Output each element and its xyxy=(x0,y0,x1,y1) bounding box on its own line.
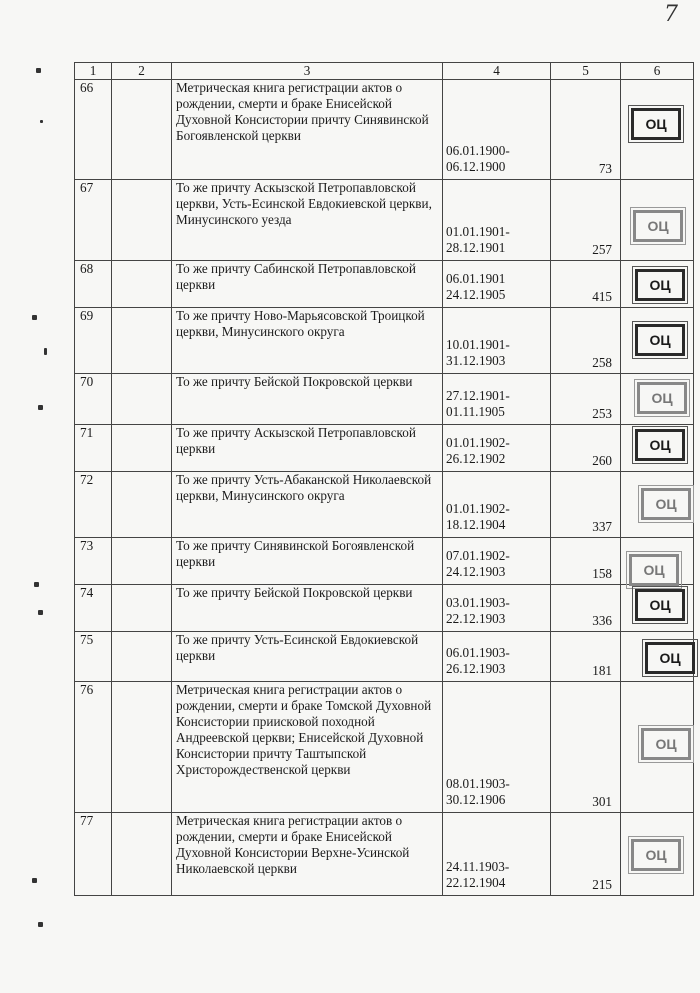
row-page-count: 181 xyxy=(551,632,621,682)
row-col2 xyxy=(112,682,172,813)
row-number: 75 xyxy=(75,632,112,682)
row-description: То же причту Усть-Есинской Евдокиевской церкви xyxy=(172,632,443,682)
row-page-count: 336 xyxy=(551,585,621,632)
scan-mark xyxy=(38,922,43,927)
row-col2 xyxy=(112,538,172,585)
row-page-count: 301 xyxy=(551,682,621,813)
row-page-count: 337 xyxy=(551,472,621,538)
row-description: То же причту Усть-Абаканской Николаевской церкви, Минусинского округа xyxy=(172,472,443,538)
table-row xyxy=(75,80,694,180)
oc-stamp: ОЦ xyxy=(635,269,685,301)
oc-stamp: ОЦ xyxy=(635,324,685,356)
row-stamp-cell xyxy=(621,813,694,896)
row-col2 xyxy=(112,180,172,261)
row-col2 xyxy=(112,585,172,632)
row-number: 72 xyxy=(75,472,112,538)
table-row xyxy=(75,308,694,374)
oc-stamp: ОЦ xyxy=(631,839,681,871)
row-col2 xyxy=(112,308,172,374)
row-number: 70 xyxy=(75,374,112,425)
column-header-4: 4 xyxy=(443,63,551,80)
row-description: То же причту Бейской Покровской церкви xyxy=(172,374,443,425)
row-col2 xyxy=(112,472,172,538)
row-stamp-cell xyxy=(621,632,694,682)
table-row xyxy=(75,425,694,472)
row-page-count: 215 xyxy=(551,813,621,896)
row-description: То же причту Синявинской Богоявленской церкви xyxy=(172,538,443,585)
row-page-count: 158 xyxy=(551,538,621,585)
row-number: 69 xyxy=(75,308,112,374)
row-number: 73 xyxy=(75,538,112,585)
row-col2 xyxy=(112,80,172,180)
column-header-1: 1 xyxy=(75,63,112,80)
page-number: 7 xyxy=(664,2,678,27)
row-dates: 06.01.1900- 06.12.1900 xyxy=(443,80,551,180)
oc-stamp: ОЦ xyxy=(631,108,681,140)
row-description: То же причту Аскызской Петропавловской церкви xyxy=(172,425,443,472)
oc-stamp: ОЦ xyxy=(635,589,685,621)
row-dates: 24.11.1903- 22.12.1904 xyxy=(443,813,551,896)
row-number: 67 xyxy=(75,180,112,261)
row-number: 76 xyxy=(75,682,112,813)
scan-mark xyxy=(40,120,43,123)
row-page-count: 260 xyxy=(551,425,621,472)
scan-mark xyxy=(36,68,41,73)
row-stamp-cell xyxy=(621,180,694,261)
row-dates: 10.01.1901- 31.12.1903 xyxy=(443,308,551,374)
column-header-3: 3 xyxy=(172,63,443,80)
row-number: 66 xyxy=(75,80,112,180)
scan-mark xyxy=(38,610,43,615)
row-description: То же причту Сабинской Петропавловской церкви xyxy=(172,261,443,308)
row-stamp-cell xyxy=(621,308,694,374)
table-row xyxy=(75,682,694,813)
row-dates: 01.01.1902- 26.12.1902 xyxy=(443,425,551,472)
row-col2 xyxy=(112,261,172,308)
row-page-count: 253 xyxy=(551,374,621,425)
table-row xyxy=(75,472,694,538)
row-dates: 07.01.1902- 24.12.1903 xyxy=(443,538,551,585)
row-col2 xyxy=(112,374,172,425)
row-stamp-cell xyxy=(621,585,694,632)
row-number: 71 xyxy=(75,425,112,472)
row-col2 xyxy=(112,425,172,472)
row-description: Метрическая книга регистрации актов о рождении, смерти и браке Томской Духовной Консистории приисковой походной Андреевской церкви; Енисейской Духовной Консистории причту Таштыпской Христорождественской церкви xyxy=(172,682,443,813)
row-page-count: 415 xyxy=(551,261,621,308)
scan-mark xyxy=(32,315,37,320)
row-dates: 01.01.1901- 28.12.1901 xyxy=(443,180,551,261)
row-dates: 27.12.1901- 01.11.1905 xyxy=(443,374,551,425)
oc-stamp: ОЦ xyxy=(641,488,691,520)
scan-mark xyxy=(32,878,37,883)
scan-mark xyxy=(38,405,43,410)
row-col2 xyxy=(112,813,172,896)
row-page-count: 257 xyxy=(551,180,621,261)
table-row xyxy=(75,585,694,632)
row-number: 68 xyxy=(75,261,112,308)
table-row xyxy=(75,374,694,425)
row-stamp-cell xyxy=(621,425,694,472)
row-stamp-cell xyxy=(621,374,694,425)
row-description: Метрическая книга регистрации актов о рождении, смерти и браке Енисейской Духовной Консистории Верхне-Усинской Николаевской церкви xyxy=(172,813,443,896)
row-stamp-cell xyxy=(621,80,694,180)
row-stamp-cell xyxy=(621,682,694,813)
oc-stamp: ОЦ xyxy=(641,728,691,760)
row-number: 77 xyxy=(75,813,112,896)
table-body xyxy=(75,80,694,896)
scan-mark xyxy=(34,582,39,587)
oc-stamp: ОЦ xyxy=(633,210,683,242)
table-header-row xyxy=(75,63,694,80)
oc-stamp: ОЦ xyxy=(635,429,685,461)
column-header-2: 2 xyxy=(112,63,172,80)
row-dates: 01.01.1902- 18.12.1904 xyxy=(443,472,551,538)
row-stamp-cell xyxy=(621,538,694,585)
row-col2 xyxy=(112,632,172,682)
row-stamp-cell xyxy=(621,472,694,538)
oc-stamp: ОЦ xyxy=(629,554,679,586)
row-dates: 06.01.1903- 26.12.1903 xyxy=(443,632,551,682)
row-dates: 03.01.1903- 22.12.1903 xyxy=(443,585,551,632)
column-header-5: 5 xyxy=(551,63,621,80)
row-description: То же причту Аскызской Петропавловской церкви, Усть-Есинской Евдокиевской церкви, Минусинского уезда xyxy=(172,180,443,261)
row-description: Метрическая книга регистрации актов о рождении, смерти и браке Енисейской Духовной Консистории причту Синявинской Богоявленской церкви xyxy=(172,80,443,180)
row-dates: 06.01.1901 24.12.1905 xyxy=(443,261,551,308)
row-page-count: 73 xyxy=(551,80,621,180)
row-description: То же причту Ново-Марьясовской Троицкой церкви, Минусинского округа xyxy=(172,308,443,374)
table-row xyxy=(75,180,694,261)
oc-stamp: ОЦ xyxy=(637,382,687,414)
table-row xyxy=(75,632,694,682)
row-page-count: 258 xyxy=(551,308,621,374)
row-description: То же причту Бейской Покровской церкви xyxy=(172,585,443,632)
table-row xyxy=(75,813,694,896)
table-row xyxy=(75,538,694,585)
scan-mark xyxy=(44,348,47,355)
table-row xyxy=(75,261,694,308)
row-number: 74 xyxy=(75,585,112,632)
register-table xyxy=(74,62,694,896)
row-dates: 08.01.1903- 30.12.1906 xyxy=(443,682,551,813)
row-stamp-cell xyxy=(621,261,694,308)
column-header-6: 6 xyxy=(621,63,694,80)
oc-stamp: ОЦ xyxy=(645,642,695,674)
